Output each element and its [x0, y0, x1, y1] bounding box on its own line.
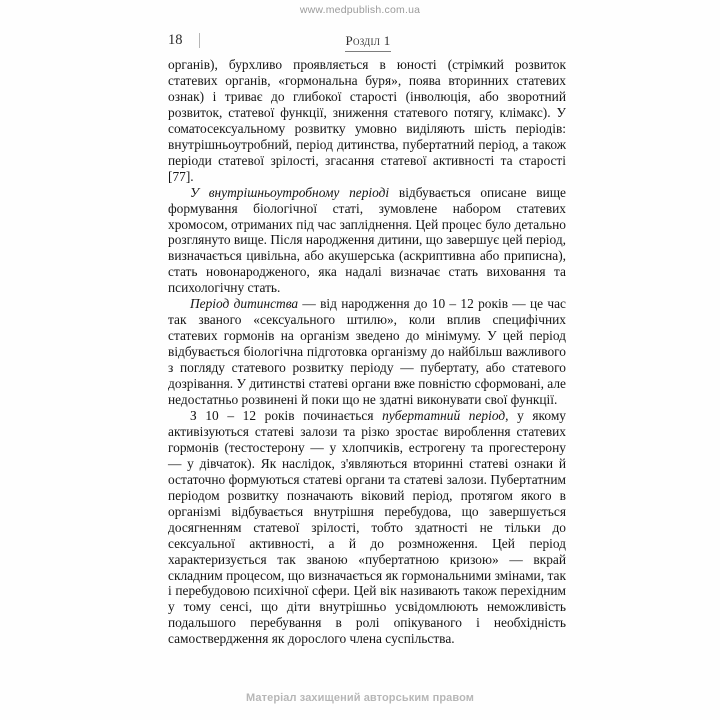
paragraph [168, 408, 566, 647]
text-run: відбувається описане вище формування біологічної статі, зумовлене набором статевих хромосом, отриманих під час запліднення. Цей процес було детально розглянуто вище. Після народження дитини, що завершує цей період, визначається цивільна, або акушерська (аскриптивна або приписна), стать новонародженого, яка надалі визначає стать виховання та психологічну стать. [168, 184, 566, 296]
text-run: — від народження до 10 – 12 років — це час так званого «сексуального штилю», коли вплив специфічних статевих гормонів на організм зведено до мінімуму. У цей період відбувається біологічна підготовка організму до найбільш важливого з погляду статевого розвитку періоду — пубертату, або статевого дозрівання. У дитинстві статеві органи вже повністю сформовані, але недостатньо розвинені й поки що не здатні виконувати свої функції. [168, 296, 566, 408]
site-url-watermark: www.medpublish.com.ua [299, 4, 421, 16]
body-text-block [168, 57, 566, 647]
emphasis-term: пубертатний період [382, 407, 506, 423]
running-head [168, 32, 568, 52]
text-run: З 10 – 12 років починається [190, 407, 383, 423]
text-run: органів), бурхливо проявляється в юності (стрімкий розвиток статевих органів, «гормональна буря», поява вторинних статевих ознак) і триває до глибокої старості (інволюція, або зворотний розвиток, статевої функції, зниження статевого потягу, клімакс). У соматосексуальному розвитку умовно виділяють шість періодів: внутрішньоутробний, період дитинства, пубертатний період, а також періоди статевої зрілості, згасання статевої активності та старості [77]. [168, 57, 566, 184]
emphasis-term: Період дитинства [190, 296, 299, 312]
copyright-watermark: Матеріал захищений авторським правом [246, 692, 474, 704]
emphasis-term: У внутрішньоутробному періоді [190, 184, 390, 200]
paragraph [168, 57, 566, 185]
chapter-label-text: Розділ 1 [345, 33, 390, 52]
text-run: , у якому активізуються статеві залози та різко зростає вироблення статевих гормонів (тестостерону — у хлопчиків, естрогену та прогестерону — у дівчаток). Як наслідок, з'являються вторинні статеві ознаки й остаточно формуються статеві органи та статеві залози. Пубертатним періодом розвитку позначають віковий період, протягом якого в організмі відбувається внутрішня перебудова, що завершується досягненням статевої зрілості, тобто здатності не тільки до сексуальної активності, а й до розмноження. Цей період характеризується так званою «пубертатною кризою» — вкрай складним процесом, що визначається як гормональними змінами, так і перебудовою психічної сфери. Цей вік називають також перехідним у тому сенсі, що діти внутрішньо усвідомлюють неможливість подальшого перебування в ролі опікуваного і необхідність самоствердження як дорослого члена суспільства. [168, 407, 566, 647]
chapter-label [168, 33, 568, 52]
page-number: 18 [168, 32, 183, 48]
paragraph [168, 296, 566, 408]
paragraph [168, 185, 566, 297]
